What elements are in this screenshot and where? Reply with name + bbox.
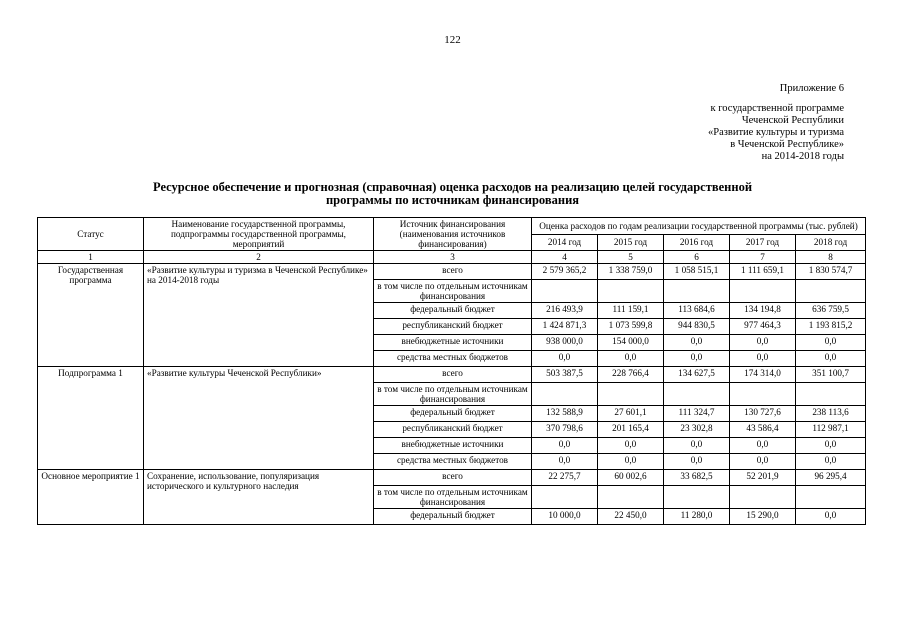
amount-cell: 228 766,4 <box>598 367 664 383</box>
status-cell: Основное мероприятие 1 <box>38 470 144 525</box>
amount-cell <box>532 383 598 406</box>
amount-cell <box>796 383 866 406</box>
budget-table <box>37 217 866 525</box>
amount-cell <box>730 280 796 303</box>
appendix-note <box>708 83 844 163</box>
amount-cell: 111 159,1 <box>598 303 664 319</box>
amount-cell: 1 830 574,7 <box>796 264 866 280</box>
amount-cell: 0,0 <box>532 351 598 367</box>
amount-cell: 52 201,9 <box>730 470 796 486</box>
funding-source-cell: средства местных бюджетов <box>374 351 532 367</box>
program-name-cell: «Развитие культуры Чеченской Республики» <box>144 367 374 470</box>
amount-cell: 15 290,0 <box>730 509 796 525</box>
amount-cell: 111 324,7 <box>664 406 730 422</box>
amount-cell <box>796 280 866 303</box>
funding-source-cell: в том числе по отдельным источникам финансирования <box>374 486 532 509</box>
amount-cell <box>598 383 664 406</box>
title-line: программы по источникам финансирования <box>325 193 580 207</box>
amount-cell <box>598 486 664 509</box>
amount-cell: 0,0 <box>664 454 730 470</box>
amount-cell: 22 275,7 <box>532 470 598 486</box>
funding-source-cell: всего <box>374 470 532 486</box>
amount-cell: 11 280,0 <box>664 509 730 525</box>
amount-cell: 2 579 365,2 <box>532 264 598 280</box>
amount-cell: 154 000,0 <box>598 335 664 351</box>
amount-cell: 0,0 <box>532 438 598 454</box>
funding-source-cell: внебюджетные источники <box>374 335 532 351</box>
amount-cell: 1 338 759,0 <box>598 264 664 280</box>
title-line: Ресурсное обеспечение и прогнозная (справочная) оценка расходов на реализацию целей государственной <box>152 180 753 194</box>
amount-cell: 60 002,6 <box>598 470 664 486</box>
amount-cell: 174 314,0 <box>730 367 796 383</box>
amount-cell: 134 194,8 <box>730 303 796 319</box>
table-row <box>38 470 866 486</box>
appendix-line: в Чеченской Республике» <box>730 139 844 150</box>
amount-cell <box>730 383 796 406</box>
amount-cell: 0,0 <box>598 438 664 454</box>
appendix-line: Чеченской Республики <box>741 115 844 126</box>
column-number: 8 <box>796 251 866 264</box>
amount-cell: 1 193 815,2 <box>796 319 866 335</box>
funding-source-cell: в том числе по отдельным источникам финансирования <box>374 280 532 303</box>
header-year: 2017 год <box>730 234 796 251</box>
program-name-cell: Сохранение, использование, популяризация исторического и культурного наследия <box>144 470 374 525</box>
amount-cell <box>730 486 796 509</box>
table-body <box>38 264 866 525</box>
header-year: 2015 год <box>598 234 664 251</box>
amount-cell: 0,0 <box>598 351 664 367</box>
funding-source-cell: всего <box>374 367 532 383</box>
amount-cell: 0,0 <box>730 351 796 367</box>
program-name-cell: «Развитие культуры и туризма в Чеченской Республике» на 2014-2018 годы <box>144 264 374 367</box>
document-title <box>40 181 865 207</box>
amount-cell: 96 295,4 <box>796 470 866 486</box>
amount-cell: 0,0 <box>598 454 664 470</box>
amount-cell: 1 058 515,1 <box>664 264 730 280</box>
amount-cell: 0,0 <box>796 335 866 351</box>
funding-source-cell: федеральный бюджет <box>374 509 532 525</box>
amount-cell <box>664 280 730 303</box>
amount-cell: 0,0 <box>796 351 866 367</box>
amount-cell: 134 627,5 <box>664 367 730 383</box>
column-number: 5 <box>598 251 664 264</box>
amount-cell <box>532 486 598 509</box>
amount-cell <box>664 486 730 509</box>
page-number: 122 <box>444 34 461 46</box>
funding-source-cell: республиканский бюджет <box>374 422 532 438</box>
amount-cell: 0,0 <box>664 351 730 367</box>
amount-cell: 10 000,0 <box>532 509 598 525</box>
header-source: Источник финансирования (наименования источников финансирования) <box>374 218 532 251</box>
amount-cell: 1 424 871,3 <box>532 319 598 335</box>
amount-cell: 112 987,1 <box>796 422 866 438</box>
column-number: 7 <box>730 251 796 264</box>
amount-cell: 503 387,5 <box>532 367 598 383</box>
amount-cell: 0,0 <box>664 438 730 454</box>
amount-cell: 43 586,4 <box>730 422 796 438</box>
funding-source-cell: федеральный бюджет <box>374 406 532 422</box>
amount-cell: 23 302,8 <box>664 422 730 438</box>
funding-source-cell: в том числе по отдельным источникам финансирования <box>374 383 532 406</box>
amount-cell: 0,0 <box>796 509 866 525</box>
amount-cell: 938 000,0 <box>532 335 598 351</box>
amount-cell: 27 601,1 <box>598 406 664 422</box>
header-name: Наименование государственной программы, подпрограммы государственной программы, мероприятий <box>144 218 374 251</box>
table-row <box>38 367 866 383</box>
amount-cell: 1 073 599,8 <box>598 319 664 335</box>
amount-cell: 0,0 <box>730 335 796 351</box>
amount-cell <box>532 280 598 303</box>
appendix-line: «Развитие культуры и туризма <box>707 127 844 138</box>
amount-cell: 370 798,6 <box>532 422 598 438</box>
column-number: 1 <box>38 251 144 264</box>
status-cell: Государственная программа <box>38 264 144 367</box>
amount-cell <box>796 486 866 509</box>
column-number: 2 <box>144 251 374 264</box>
amount-cell: 351 100,7 <box>796 367 866 383</box>
amount-cell: 0,0 <box>730 454 796 470</box>
funding-source-cell: республиканский бюджет <box>374 319 532 335</box>
header-year: 2014 год <box>532 234 598 251</box>
amount-cell: 22 450,0 <box>598 509 664 525</box>
column-number: 4 <box>532 251 598 264</box>
amount-cell: 0,0 <box>796 438 866 454</box>
amount-cell: 201 165,4 <box>598 422 664 438</box>
amount-cell: 944 830,5 <box>664 319 730 335</box>
column-number: 3 <box>374 251 532 264</box>
header-year: 2016 год <box>664 234 730 251</box>
funding-source-cell: всего <box>374 264 532 280</box>
amount-cell: 0,0 <box>796 454 866 470</box>
appendix-line: к государственной программе <box>710 103 844 114</box>
table-row <box>38 264 866 280</box>
amount-cell: 33 682,5 <box>664 470 730 486</box>
appendix-line: на 2014-2018 годы <box>761 151 844 162</box>
header-status: Статус <box>38 218 144 251</box>
amount-cell <box>664 383 730 406</box>
amount-cell: 977 464,3 <box>730 319 796 335</box>
amount-cell: 636 759,5 <box>796 303 866 319</box>
amount-cell: 0,0 <box>664 335 730 351</box>
amount-cell: 216 493,9 <box>532 303 598 319</box>
amount-cell: 130 727,6 <box>730 406 796 422</box>
amount-cell: 1 111 659,1 <box>730 264 796 280</box>
funding-source-cell: средства местных бюджетов <box>374 454 532 470</box>
amount-cell: 0,0 <box>532 454 598 470</box>
header-year: 2018 год <box>796 234 866 251</box>
header-estimate: Оценка расходов по годам реализации государственной программы (тыс. рублей) <box>532 218 866 235</box>
amount-cell <box>598 280 664 303</box>
amount-cell: 132 588,9 <box>532 406 598 422</box>
amount-cell: 113 684,6 <box>664 303 730 319</box>
amount-cell: 238 113,6 <box>796 406 866 422</box>
amount-cell: 0,0 <box>730 438 796 454</box>
appendix-title: Приложение 6 <box>779 83 844 94</box>
funding-source-cell: федеральный бюджет <box>374 303 532 319</box>
status-cell: Подпрограмма 1 <box>38 367 144 470</box>
funding-source-cell: внебюджетные источники <box>374 438 532 454</box>
column-number: 6 <box>664 251 730 264</box>
